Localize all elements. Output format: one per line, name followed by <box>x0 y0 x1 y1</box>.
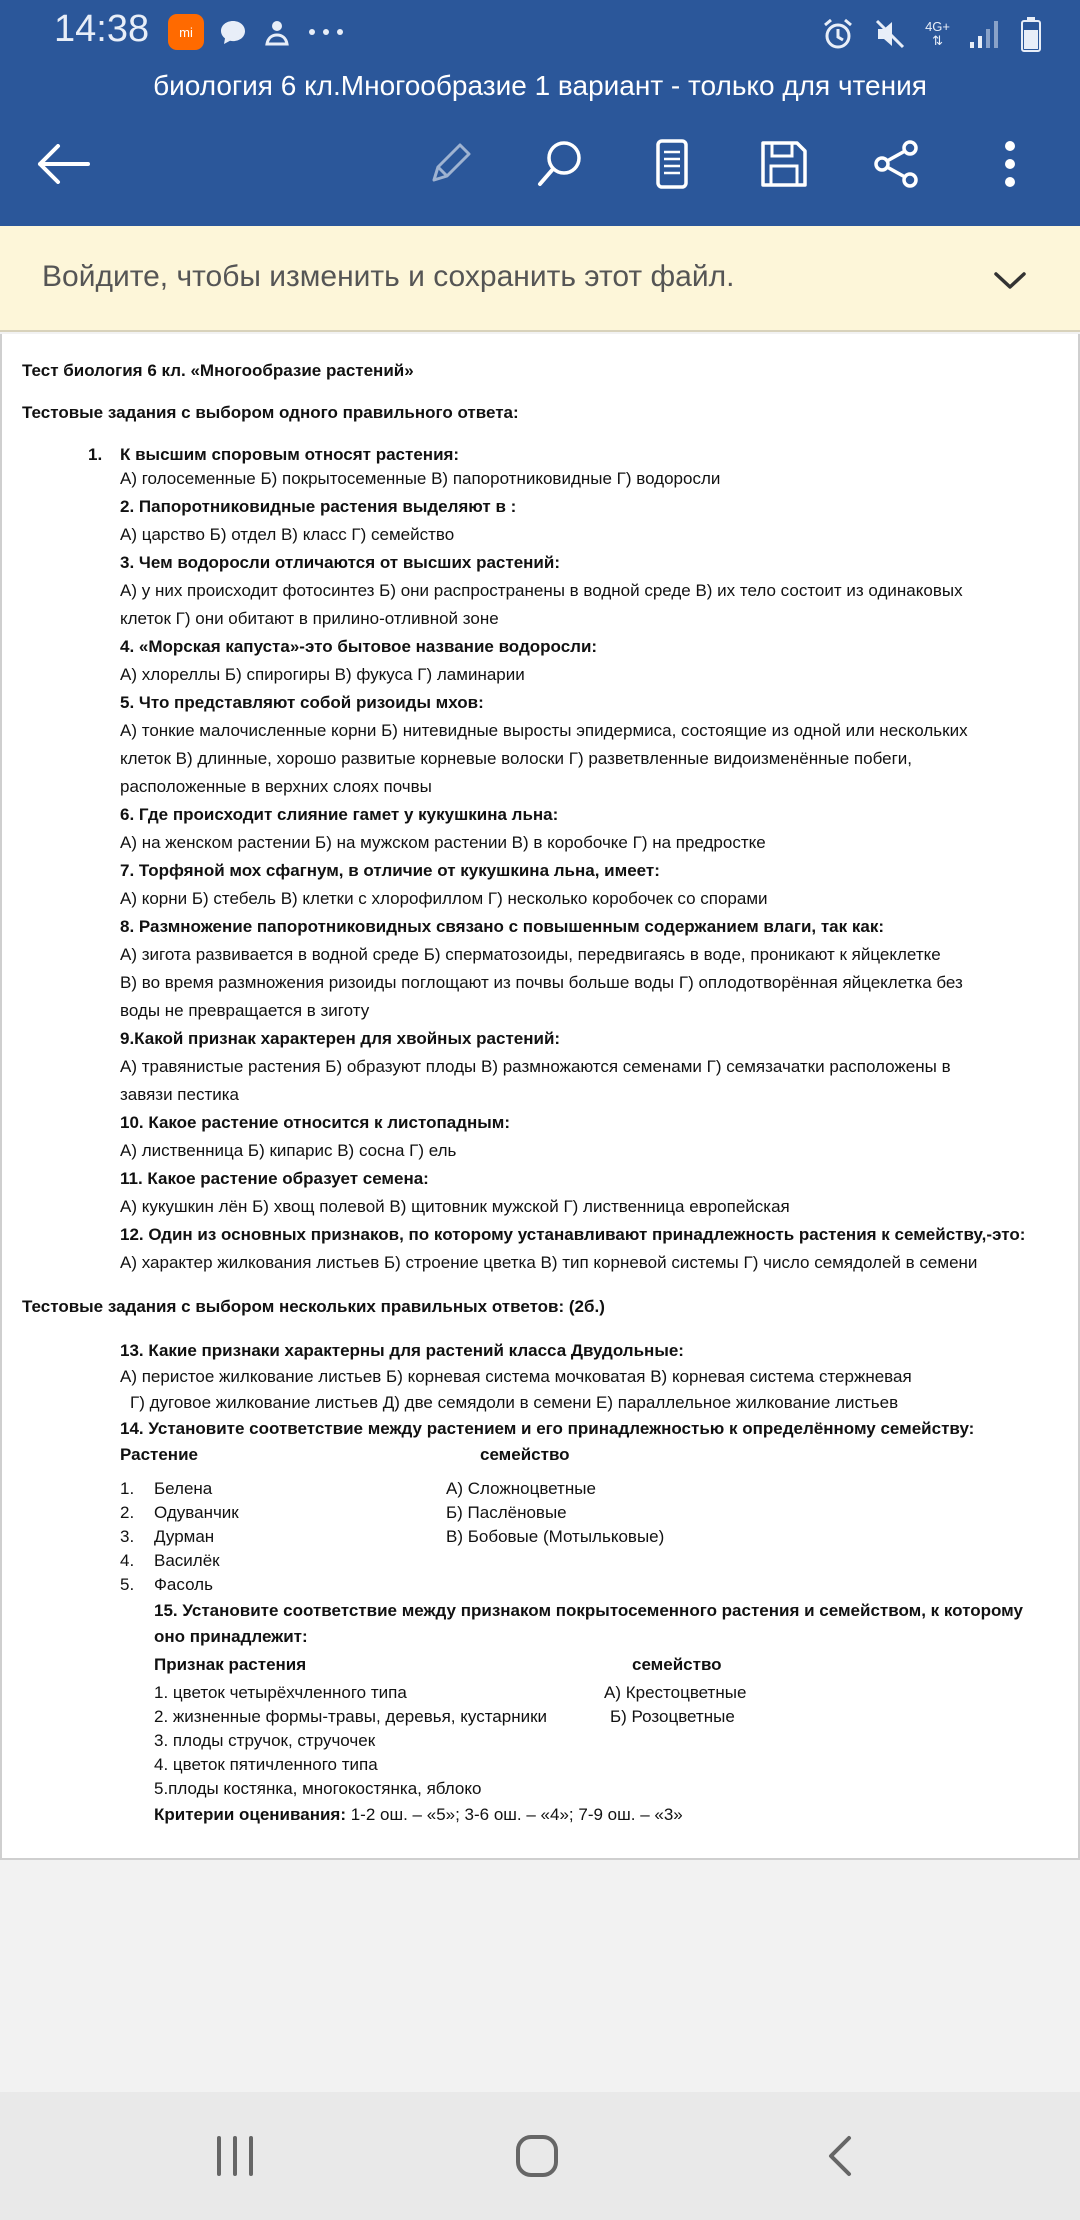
question-3: 3. Чем водоросли отличаются от высших растений: <box>120 553 560 572</box>
answer-9-line-2: завязи пестика <box>120 1085 240 1104</box>
answer-8-line-1: А) зигота развивается в водной среде Б) сперматозоиды, передвигаясь в воде, проникают к яйцеклетке <box>120 945 941 964</box>
family-item: Б) Паслёновые <box>446 1503 567 1522</box>
message-icon <box>218 17 248 47</box>
question-14: 14. Установите соответствие между растением и его принадлежностью к определённому семейству: <box>120 1419 975 1438</box>
document-title: биология 6 кл.Многообразие 1 вариант - только для чтения <box>153 70 927 101</box>
list-item-number: 2. <box>120 1503 135 1522</box>
question-4: 4. «Морская капуста»-это бытовое название водоросли: <box>120 637 598 656</box>
answer-8-line-2: В) во время размножения ризоиды поглощают из почвы больше воды Г) оплодотворённая яйцеклетка без <box>120 973 963 992</box>
plant-item: Дурман <box>154 1527 215 1546</box>
list-item-number: 3. <box>120 1527 135 1546</box>
plant-item: Одуванчик <box>154 1503 239 1522</box>
table-15-header-family: семейство <box>632 1655 722 1674</box>
network-type: 4G+ <box>925 19 950 34</box>
share-icon <box>870 138 922 190</box>
feature-item: 2. жизненные формы-травы, деревья, кустарники <box>154 1707 548 1726</box>
answer-5-line-2: клеток В) длинные, хорошо развитые корневые волоски Г) разветвленные видоизменённые побеги, <box>120 749 913 768</box>
answer-9-line-1: А) травянистые растения Б) образуют плоды В) размножаются семенами Г) семязачатки расположены в <box>120 1057 951 1076</box>
plant-item: Фасоль <box>154 1575 213 1594</box>
recent-apps-icon <box>213 2136 257 2176</box>
network-indicator <box>925 20 950 48</box>
plant-item: Белена <box>154 1479 213 1498</box>
answer-13-line-2: Г) дуговое жилкование листьев Д) две семядоли в семени Е) параллельное жилкование листьев <box>130 1393 899 1412</box>
status-bar <box>0 0 1080 66</box>
back-button[interactable] <box>28 128 100 200</box>
grading-criteria-value: 1-2 ош. – «5»; 3-6 ош. – «4»; 7-9 ош. – «3» <box>346 1805 683 1824</box>
answer-3-line-2: клеток Г) они обитают в прилино-отливной зоне <box>120 609 499 628</box>
family-item: Б) Розоцветные <box>610 1707 735 1726</box>
answer-10: А) лиственница Б) кипарис В) сосна Г) ель <box>120 1141 457 1160</box>
answer-7: А) корни Б) стебель В) клетки с хлорофиллом Г) несколько коробочек со спорами <box>120 889 768 908</box>
signal-icon <box>968 18 1002 50</box>
section-heading-single: Тестовые задания с выбором одного правильного ответа: <box>22 403 519 422</box>
data-arrows-icon: ⇅ <box>932 33 943 48</box>
system-navigation-bar <box>0 2092 1080 2220</box>
alarm-icon <box>821 17 855 51</box>
question-13: 13. Какие признаки характерны для растений класса Двудольные: <box>120 1341 684 1360</box>
back-chevron-icon <box>825 2134 855 2178</box>
sign-in-banner[interactable] <box>0 226 1080 332</box>
back-arrow-icon <box>36 144 92 184</box>
answer-5-line-3: расположенные в верхних слоях почвы <box>120 777 432 796</box>
share-button[interactable] <box>860 128 932 200</box>
mobile-view-icon <box>652 138 692 190</box>
grading-criteria <box>154 1802 683 1828</box>
banner-message: Войдите, чтобы изменить и сохранить этот файл. <box>42 260 735 293</box>
question-6: 6. Где происходит слияние гамет у кукушкина льна: <box>120 805 559 824</box>
document-page <box>0 334 1080 1860</box>
question-15-line-1: 15. Установите соответствие между признаком покрытосеменного растения и семейством, к которому <box>154 1601 1023 1620</box>
question-15-line-2: оно принадлежит: <box>154 1627 308 1646</box>
save-icon <box>758 138 810 190</box>
system-back-button[interactable] <box>808 2126 872 2186</box>
family-item: А) Сложноцветные <box>446 1479 596 1498</box>
table-14-header-family: семейство <box>480 1445 570 1464</box>
question-5: 5. Что представляют собой ризоиды мхов: <box>120 693 484 712</box>
list-item-number: 4. <box>120 1551 135 1570</box>
feature-item: 1. цветок четырёхчленного типа <box>154 1683 407 1702</box>
list-item-number: 5. <box>120 1575 135 1594</box>
feature-item: 4. цветок пятичленного типа <box>154 1755 378 1774</box>
more-notifications-icon <box>306 17 346 47</box>
mi-app-icon: mi <box>168 14 204 50</box>
recent-apps-button[interactable] <box>203 2126 267 2186</box>
grading-criteria-label: Критерии оценивания: <box>154 1805 346 1824</box>
answer-6: А) на женском растении Б) на мужском растении В) в коробочке Г) на предростке <box>120 833 766 852</box>
answer-5-line-1: А) тонкие малочисленные корни Б) нитевидные выросты эпидермиса, состоящие из одной или нескольких <box>120 721 968 740</box>
question-12: 12. Один из основных признаков, по которому устанавливают принадлежность растения к семейству,-это: <box>120 1225 1026 1244</box>
user-notification-icon <box>262 17 292 47</box>
answer-13-line-1: А) перистое жилкование листьев Б) корневая система мочковатая В) корневая система стержневая <box>120 1367 912 1386</box>
answer-2: А) царство Б) отдел В) класс Г) семейство <box>120 525 455 544</box>
app-header <box>0 0 1080 226</box>
notification-icons <box>168 14 346 50</box>
search-button[interactable] <box>524 128 596 200</box>
search-icon <box>534 138 586 190</box>
question-10: 10. Какое растение относится к листопадным: <box>120 1113 510 1132</box>
more-options-button[interactable] <box>974 128 1046 200</box>
feature-item: 5.плоды костянка, многокостянка, яблоко <box>154 1779 482 1798</box>
family-item: В) Бобовые (Мотыльковые) <box>446 1527 665 1546</box>
plant-item: Василёк <box>154 1551 220 1570</box>
question-11: 11. Какое растение образует семена: <box>120 1169 429 1188</box>
question-number: 1. <box>88 445 103 464</box>
battery-icon <box>1020 16 1042 52</box>
question-2: 2. Папоротниковидные растения выделяют в : <box>120 497 517 516</box>
home-icon <box>514 2133 560 2179</box>
table-15-header-feature: Признак растения <box>154 1655 307 1674</box>
mute-icon <box>873 17 907 51</box>
table-14-header-plant: Растение <box>120 1445 198 1464</box>
pencil-icon <box>424 138 476 190</box>
family-item: А) Крестоцветные <box>604 1683 747 1702</box>
question-1: К высшим споровым относят растения: <box>120 445 460 464</box>
question-9: 9.Какой признак характерен для хвойных растений: <box>120 1029 561 1048</box>
answer-3-line-1: А) у них происходит фотосинтез Б) они распространены в водной среде В) их тело состоит из одинаковых <box>120 581 963 600</box>
status-time: 14:38 <box>54 8 150 50</box>
section-heading-multiple: Тестовые задания с выбором нескольких правильных ответов: (2б.) <box>22 1297 605 1316</box>
system-status-icons <box>821 14 1042 54</box>
edit-button[interactable] <box>414 128 486 200</box>
save-button[interactable] <box>748 128 820 200</box>
list-item-number: 1. <box>120 1479 135 1498</box>
question-8: 8. Размножение папоротниковидных связано с повышенным содержанием влаги, так как: <box>120 917 884 936</box>
answer-1: А) голосеменные Б) покрытосеменные В) папоротниковидные Г) водоросли <box>120 469 721 488</box>
answer-11: А) кукушкин лён Б) хвощ полевой В) щитовник мужской Г) лиственница европейская <box>120 1197 790 1216</box>
answer-4: А) хлореллы Б) спирогиры В) фукуса Г) ламинарии <box>120 665 525 684</box>
feature-item: 3. плоды стручок, стручочек <box>154 1731 376 1750</box>
home-button[interactable] <box>505 2126 569 2186</box>
answer-12: А) характер жилкования листьев Б) строение цветка В) тип корневой системы Г) число семядолей в семени <box>120 1253 978 1272</box>
more-vertical-icon <box>1000 138 1020 190</box>
answer-8-line-3: воды не превращается в зиготу <box>120 1001 370 1020</box>
chevron-down-icon[interactable] <box>990 264 1030 296</box>
test-title: Тест биология 6 кл. «Многообразие растений» <box>22 361 414 380</box>
question-7: 7. Торфяной мох сфагнум, в отличие от кукушкина льна, имеет: <box>120 861 660 880</box>
mobile-view-button[interactable] <box>636 128 708 200</box>
